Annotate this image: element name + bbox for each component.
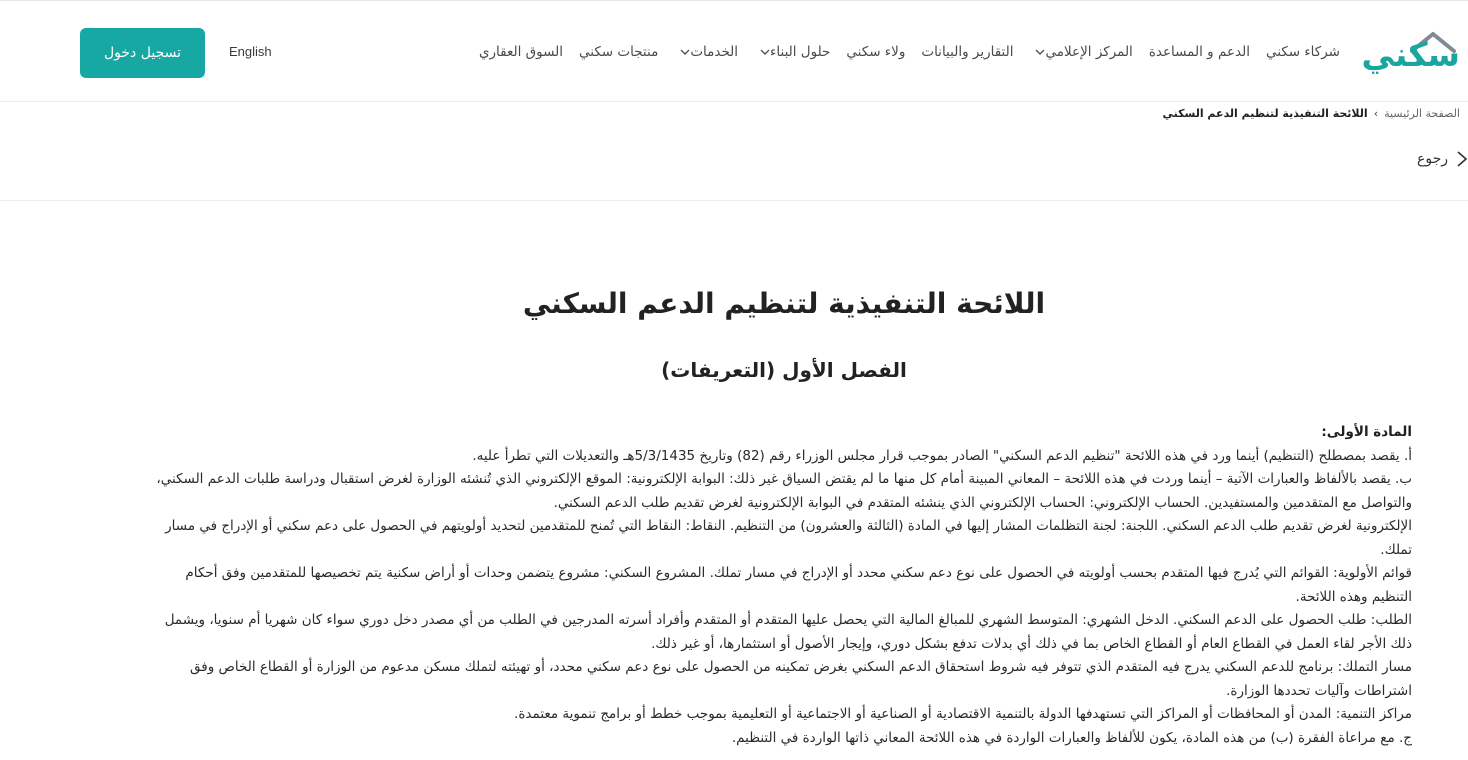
nav-item[interactable] [754,44,830,60]
nav-item-label: السوق العقاري [478,44,563,60]
chapter-title: الفصل الأول (التعريفات) [661,358,907,382]
nav-item-label: الخدمات [690,44,739,60]
chevron-right-icon [1456,150,1468,168]
chevron-down-icon [680,47,690,57]
language-toggle[interactable]: English [229,44,272,59]
breadcrumb-current: اللائحة التنفيذية لتنظيم الدعم السكني [1162,107,1368,120]
nav-item-label: المركز الإعلامي [1045,44,1133,60]
breadcrumb-separator: › [1373,107,1379,120]
nav-item[interactable] [479,44,563,60]
nav-item-label: حلول البناء [770,44,831,60]
section-divider [0,200,1468,201]
nav-item[interactable] [1029,44,1132,60]
article-body [152,421,1412,750]
nav-item-label: الدعم و المساعدة [1148,44,1250,60]
chevron-down-icon [1035,47,1045,57]
article-paragraph: ب. يقصد بالألفاظ والعبارات الآتية – أينما وردت في هذه اللائحة – المعاني المبينة أمام كل منها ما لم يقتض السياق غير ذلك: البوابة الإلكترونية: الموقع الإلكتروني الذي تُنشئه الوزارة لغرض استقبال ودراسة طلبات الدعم السكني، والتواصل مع المتقدمين والمستفيدين. الحساب الإلكتروني: الحساب الإلكتروني الذي ينشئه المتقدم في البوابة الإلكترونية لغرض تقديم طلب الدعم السكني. [156,471,1412,511]
back-button[interactable] [1417,150,1468,168]
chevron-down-icon [760,47,770,57]
logo-wordmark: سكني [1361,35,1460,74]
nav-item[interactable] [921,44,1013,60]
nav-item[interactable] [846,44,905,60]
page-title: اللائحة التنفيذية لتنظيم الدعم السكني [522,287,1046,320]
article-paragraph: أ. يقصد بمصطلح (التنظيم) أينما ورد في هذه اللائحة "تنظيم الدعم السكني" الصادر بموجب قرار مجلس الوزراء رقم (82) وتاريخ 5/3/1435هـ والتعديلات التي تطرأ عليه. [472,447,1412,464]
nav-item[interactable] [674,44,738,60]
nav-item[interactable] [1149,44,1250,60]
login-button[interactable]: تسجيل دخول [80,28,205,78]
site-header [0,0,1468,102]
nav-item-label: ولاء سكني [846,44,906,60]
article-paragraph: مراكز التنمية: المدن أو المحافظات أو المراكز التي تستهدفها الدولة بالتنمية الاقتصادية أو الصناعية أو الاجتماعية أو التعليمية بموجب خطط أو برامج تنموية معتمدة. [514,706,1412,722]
nav-item-label: منتجات سكني [579,44,659,60]
article-paragraph: قوائم الأولوية: القوائم التي يُدرج فيها المتقدم بحسب أولويته في الحصول على نوع دعم سكني محدد أو الإدراج في مسار تملك. المشروع السكني: مشروع يتضمن وحدات أو أراض سكنية يتم تخصيصها للمتقدمين وفق أحكام التنظيم وهذه اللائحة. [185,565,1412,605]
nav-item-label: شركاء سكني [1265,44,1340,60]
main-navigation [479,41,1340,63]
article-heading: المادة الأولى: [1321,424,1412,440]
breadcrumb-home-link[interactable]: الصفحة الرئيسية [1384,107,1460,120]
nav-item[interactable] [579,44,658,60]
breadcrumb [1162,107,1460,120]
article-paragraph: ج. مع مراعاة الفقرة (ب) من هذه المادة، يكون للألفاظ والعبارات الواردة في هذه اللائحة المعاني ذاتها الواردة في التنظيم. [731,729,1412,746]
site-logo[interactable] [1362,27,1462,73]
back-label: رجوع [1416,151,1448,167]
nav-item-label: التقارير والبيانات [921,44,1014,60]
article-paragraph: مسار التملك: برنامج للدعم السكني يدرج فيه المتقدم الذي تتوفر فيه شروط استحقاق الدعم السكني بغرض تمكينه من الحصول على نوع دعم سكني محدد، أو تهيئته لتملك مسكن مدعوم من الوزارة أو القطاع الخاص وفق اشتراطات وآليات تحددها الوزارة. [190,659,1412,699]
nav-item[interactable] [1266,44,1340,60]
article-paragraph: الطلب: طلب الحصول على الدعم السكني. الدخل الشهري: المتوسط الشهري للمبالغ المالية التي يحصل عليها المتقدم أو المتقدم وأفراد أسرته المدرجين في الطلب من أي مصدر دخل دوري سواء كان شهريا أم سنويا، ويشمل ذلك الأجر لقاء العمل في القطاع العام أو القطاع الخاص بما في ذلك أي بدلات تدفع بشكل دوري، وإيجار الأصول أو استثمارها، أو غير ذلك. [164,612,1412,652]
article-paragraph: الإلكترونية لغرض تقديم طلب الدعم السكني. اللجنة: لجنة التظلمات المشار إليها في المادة (الثالثة والعشرون) من التنظيم. النقاط: النقاط التي تُمنح للمتقدمين لتحديد أولويتهم في الحصول على دعم سكني أو الإدراج في مسار تملك. [165,518,1412,558]
